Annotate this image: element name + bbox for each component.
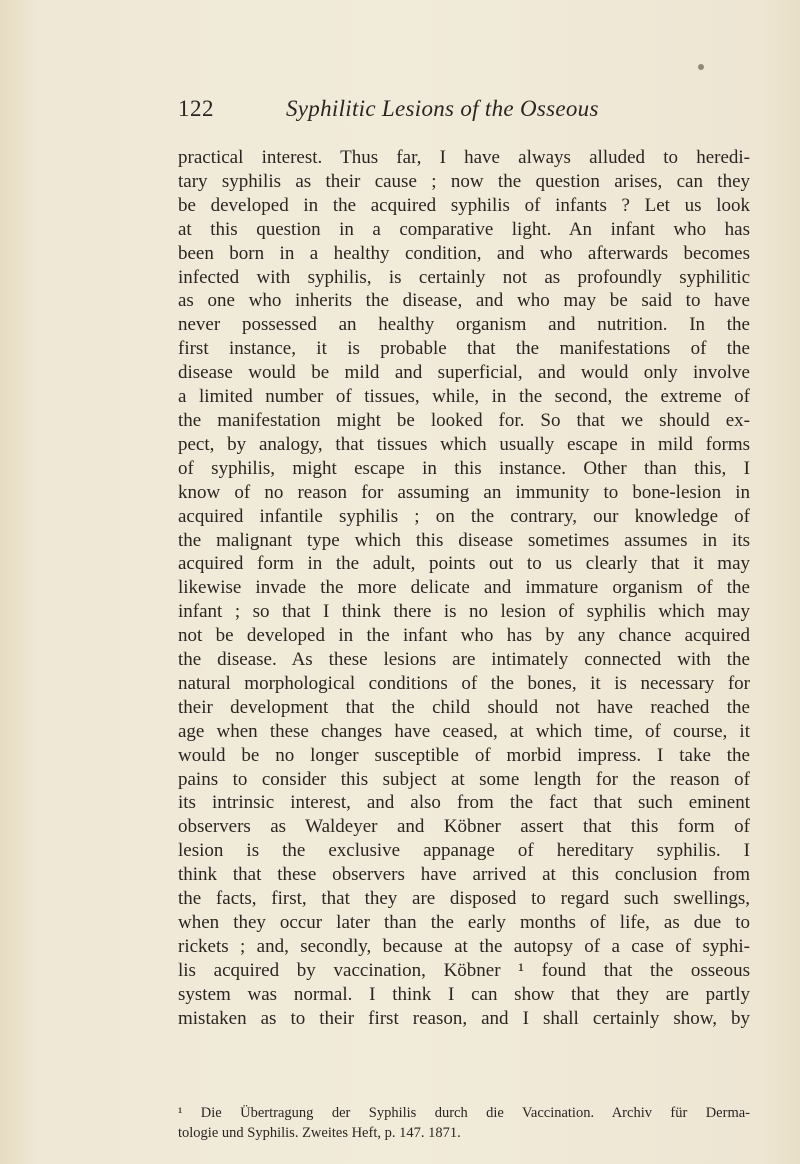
text-line: tary syphilis as their cause ; now the question arises, can they (178, 170, 750, 192)
text-line: system was normal. I think I can show that they are partly (178, 983, 750, 1005)
text-line: at this question in a comparative light. An infant who has (178, 218, 750, 240)
text-line: the facts, first, that they are disposed to regard such swellings, (178, 888, 750, 910)
footnote-line: ¹ Die Übertragung der Syphilis durch die Vaccination. Archiv für Derma- (178, 1105, 750, 1121)
text-line: the malignant type which this disease sometimes assumes in its (178, 529, 750, 551)
text-line: its intrinsic interest, and also from the fact that such eminent (178, 792, 750, 814)
text-line: infant ; so that I think there is no lesion of syphilis which may (178, 601, 750, 623)
text-line: be developed in the acquired syphilis of infants ? Let us look (178, 194, 750, 216)
text-line: pains to consider this subject at some length for the reason of (178, 768, 750, 790)
page-number: 122 (178, 96, 214, 121)
text-line: not be developed in the infant who has by any chance acquired (178, 625, 750, 647)
text-line: rickets ; and, secondly, because at the autopsy of a case of syphi- (178, 935, 750, 957)
text-line: a limited number of tissues, while, in the second, the extreme of (178, 386, 750, 408)
text-line: lesion is the exclusive appanage of hereditary syphilis. I (178, 840, 750, 862)
text-line: infected with syphilis, is certainly not as profoundly syphilitic (178, 266, 750, 288)
text-line: lis acquired by vaccination, Köbner ¹ found that the osseous (178, 959, 750, 981)
running-title: Syphilitic Lesions of the Osseous (286, 96, 599, 121)
text-line: acquired form in the adult, points out to us clearly that it may (178, 553, 750, 575)
text-line: think that these observers have arrived at this conclusion from (178, 864, 750, 886)
text-line: would be no longer susceptible of morbid impress. I take the (178, 744, 750, 766)
text-line: natural morphological conditions of the bones, it is necessary for (178, 672, 750, 694)
ink-spot (698, 64, 704, 70)
text-line: as one who inherits the disease, and who may be said to have (178, 290, 750, 312)
text-line: the disease. As these lesions are intimately connected with the (178, 649, 750, 671)
text-line: the manifestation might be looked for. So that we should ex- (178, 409, 750, 431)
text-line: been born in a healthy condition, and who afterwards becomes (178, 242, 750, 264)
text-line: mistaken as to their first reason, and I shall certainly show, by (178, 1007, 750, 1029)
text-line: acquired infantile syphilis ; on the contrary, our knowledge of (178, 505, 750, 527)
text-line: pect, by analogy, that tissues which usually escape in mild forms (178, 433, 750, 455)
text-line: of syphilis, might escape in this instance. Other than this, I (178, 457, 750, 479)
text-line: first instance, it is probable that the manifestations of the (178, 338, 750, 360)
text-line: age when these changes have ceased, at which time, of course, it (178, 720, 750, 742)
text-line: observers as Waldeyer and Köbner assert that this form of (178, 816, 750, 838)
body-text (178, 146, 750, 1031)
text-line: practical interest. Thus far, I have always alluded to heredi- (178, 147, 750, 168)
text-line: disease would be mild and superficial, and would only involve (178, 362, 750, 384)
page-header (178, 96, 738, 130)
text-line: when they occur later than the early months of life, as due to (178, 912, 750, 933)
text-line: know of no reason for assuming an immunity to bone-lesion in (178, 481, 750, 503)
footnote-line: tologie und Syphilis. Zweites Heft, p. 147. 1871. (178, 1125, 461, 1141)
footnote (178, 1103, 750, 1143)
text-line: never possessed an healthy organism and nutrition. In the (178, 314, 750, 336)
text-line: likewise invade the more delicate and immature organism of the (178, 577, 750, 599)
text-line: their development that the child should not have reached the (178, 696, 750, 718)
